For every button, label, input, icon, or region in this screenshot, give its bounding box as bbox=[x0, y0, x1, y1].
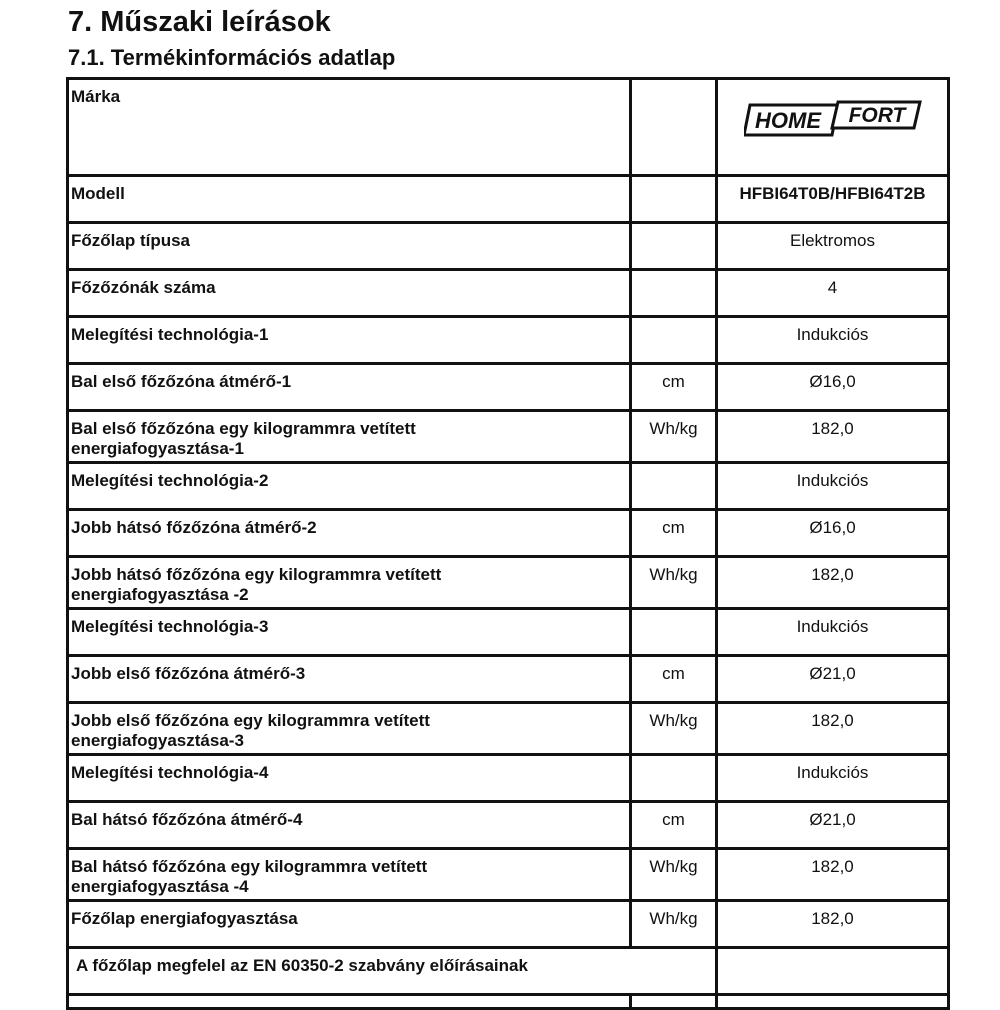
row-value: 4 bbox=[717, 270, 949, 317]
row-unit: cm bbox=[631, 656, 717, 703]
row-unit: Wh/kg bbox=[631, 411, 717, 463]
row-unit: cm bbox=[631, 510, 717, 557]
continued-cell bbox=[717, 995, 949, 1009]
row-label-line: energiafogyasztása -2 bbox=[71, 585, 249, 604]
row-label bbox=[68, 849, 631, 901]
table-row bbox=[68, 609, 949, 656]
row-value: 182,0 bbox=[717, 901, 949, 948]
compliance-value-cell bbox=[717, 948, 949, 995]
row-label-line: Jobb első főzőzóna egy kilogrammra vetített bbox=[71, 711, 430, 730]
row-label: Modell bbox=[68, 176, 631, 223]
brand-label: Márka bbox=[68, 79, 631, 176]
row-value: Indukciós bbox=[717, 317, 949, 364]
row-value: Elektromos bbox=[717, 223, 949, 270]
row-unit: Wh/kg bbox=[631, 849, 717, 901]
table-row bbox=[68, 703, 949, 755]
svg-text:HOME: HOME bbox=[754, 108, 821, 133]
row-label: Melegítési technológia-4 bbox=[68, 755, 631, 802]
row-label: Melegítési technológia-2 bbox=[68, 463, 631, 510]
table-row bbox=[68, 849, 949, 901]
row-label bbox=[68, 557, 631, 609]
homefort-logo bbox=[744, 99, 922, 139]
table-row bbox=[68, 317, 949, 364]
row-label: Főzőlap energiafogyasztása bbox=[68, 901, 631, 948]
table-row bbox=[68, 802, 949, 849]
row-label-line: Bal első főzőzóna egy kilogrammra vetített bbox=[71, 419, 416, 438]
table-row bbox=[68, 557, 949, 609]
model-value: HFBI64T0B/HFBI64T2B bbox=[717, 176, 949, 223]
svg-text:FORT: FORT bbox=[848, 104, 905, 127]
table-row-brand bbox=[68, 79, 949, 176]
row-value: 182,0 bbox=[717, 411, 949, 463]
row-unit: Wh/kg bbox=[631, 901, 717, 948]
continued-cell bbox=[68, 995, 631, 1009]
row-unit: Wh/kg bbox=[631, 557, 717, 609]
table-row-compliance bbox=[68, 948, 949, 995]
row-unit bbox=[631, 463, 717, 510]
row-unit bbox=[631, 755, 717, 802]
row-value: Ø16,0 bbox=[717, 510, 949, 557]
row-unit bbox=[631, 270, 717, 317]
row-unit: cm bbox=[631, 802, 717, 849]
row-label: Főzőlap típusa bbox=[68, 223, 631, 270]
row-unit bbox=[631, 176, 717, 223]
brand-unit-cell bbox=[631, 79, 717, 176]
table-row bbox=[68, 755, 949, 802]
table-row bbox=[68, 510, 949, 557]
row-label-line: energiafogyasztása -4 bbox=[71, 877, 249, 896]
table-row bbox=[68, 411, 949, 463]
table-row bbox=[68, 270, 949, 317]
row-value: Ø21,0 bbox=[717, 802, 949, 849]
row-label: Bal első főzőzóna átmérő-1 bbox=[68, 364, 631, 411]
row-unit bbox=[631, 223, 717, 270]
row-unit: cm bbox=[631, 364, 717, 411]
table-row-model bbox=[68, 176, 949, 223]
row-label-line: energiafogyasztása-1 bbox=[71, 439, 244, 458]
row-label: Melegítési technológia-1 bbox=[68, 317, 631, 364]
row-value: Indukciós bbox=[717, 463, 949, 510]
table-row bbox=[68, 223, 949, 270]
table-row bbox=[68, 901, 949, 948]
row-label: Melegítési technológia-3 bbox=[68, 609, 631, 656]
row-value: 182,0 bbox=[717, 849, 949, 901]
row-label: Jobb első főzőzóna átmérő-3 bbox=[68, 656, 631, 703]
table-row bbox=[68, 463, 949, 510]
row-value: Indukciós bbox=[717, 609, 949, 656]
row-label: Bal hátsó főzőzóna átmérő-4 bbox=[68, 802, 631, 849]
row-unit bbox=[631, 609, 717, 656]
row-value: 182,0 bbox=[717, 557, 949, 609]
row-label-line: Jobb hátsó főzőzóna egy kilogrammra vetített bbox=[71, 565, 442, 584]
product-info-sheet-table bbox=[66, 77, 950, 1010]
brand-logo-cell bbox=[717, 79, 949, 176]
row-label: Főzőzónák száma bbox=[68, 270, 631, 317]
row-value: Indukciós bbox=[717, 755, 949, 802]
table-row bbox=[68, 656, 949, 703]
row-label-line: Bal hátsó főzőzóna egy kilogrammra vetített bbox=[71, 857, 428, 876]
row-label: Jobb hátsó főzőzóna átmérő-2 bbox=[68, 510, 631, 557]
section-subtitle: 7.1. Termékinformációs adatlap bbox=[68, 45, 396, 70]
row-label bbox=[68, 411, 631, 463]
row-label-line: energiafogyasztása-3 bbox=[71, 731, 244, 750]
row-value: Ø16,0 bbox=[717, 364, 949, 411]
row-value: 182,0 bbox=[717, 703, 949, 755]
row-value: Ø21,0 bbox=[717, 656, 949, 703]
compliance-statement: A főzőlap megfelel az EN 60350-2 szabvány előírásainak bbox=[68, 948, 717, 995]
row-unit: Wh/kg bbox=[631, 703, 717, 755]
continued-cell bbox=[631, 995, 717, 1009]
row-label bbox=[68, 703, 631, 755]
page-title: 7. Műszaki leírások bbox=[68, 6, 331, 38]
table-row-continued bbox=[68, 995, 949, 1009]
row-unit bbox=[631, 317, 717, 364]
table-row bbox=[68, 364, 949, 411]
